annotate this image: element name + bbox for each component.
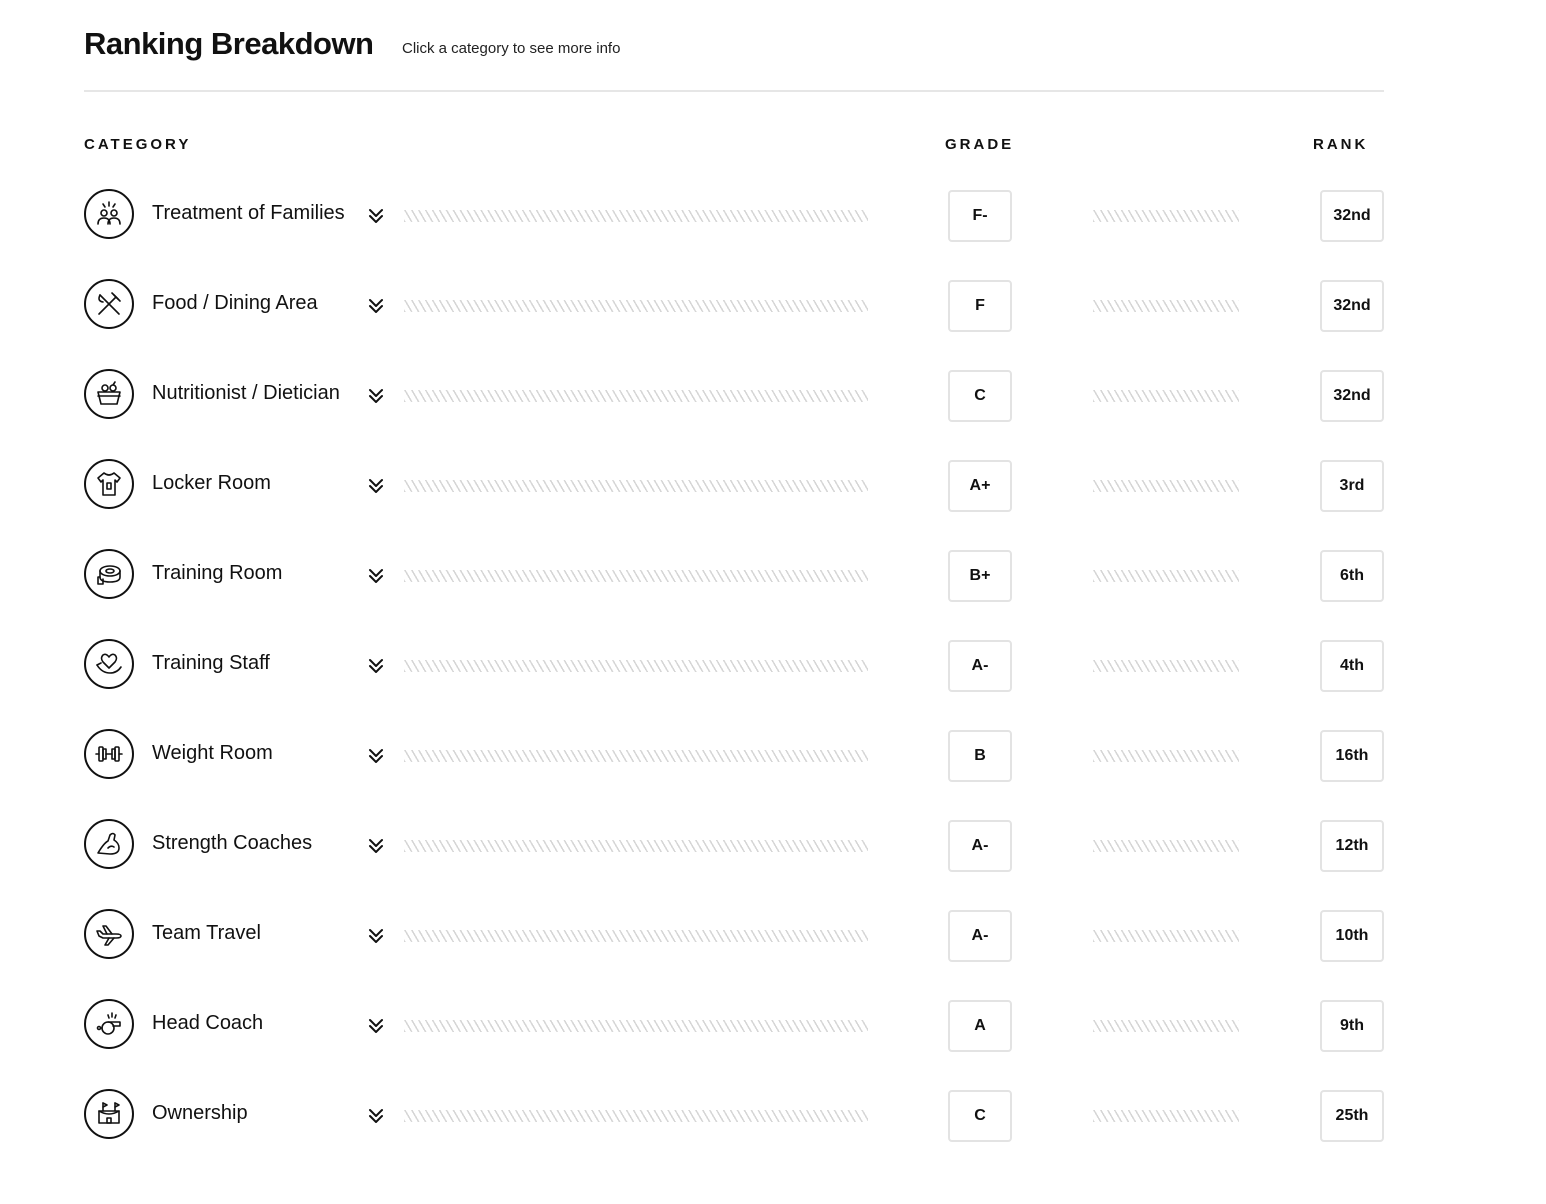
grade-bar-placeholder [404, 660, 868, 672]
grade-badge: A+ [948, 460, 1012, 512]
column-header-rank: RANK [1313, 136, 1369, 153]
rank-badge: 16th [1320, 730, 1384, 782]
chevron-down-icon[interactable] [366, 746, 386, 766]
rank-badge: 25th [1320, 1090, 1384, 1142]
chevron-down-icon[interactable] [366, 836, 386, 856]
food-basket-icon [84, 369, 134, 419]
rank-bar-placeholder [1093, 840, 1239, 852]
category-row-locker-room[interactable] [84, 459, 1384, 513]
chevron-down-icon[interactable] [366, 296, 386, 316]
grade-badge: A- [948, 820, 1012, 872]
grade-badge: B [948, 730, 1012, 782]
grade-badge: C [948, 1090, 1012, 1142]
category-row-head-coach[interactable] [84, 999, 1384, 1053]
chevron-down-icon[interactable] [366, 926, 386, 946]
rank-badge: 9th [1320, 1000, 1384, 1052]
grade-badge: F- [948, 190, 1012, 242]
rank-bar-placeholder [1093, 210, 1239, 222]
grade-bar-placeholder [404, 840, 868, 852]
category-row-ownership[interactable] [84, 1089, 1384, 1143]
grade-bar-placeholder [404, 210, 868, 222]
category-label: Ownership [152, 1102, 248, 1124]
rank-badge: 3rd [1320, 460, 1384, 512]
grade-bar-placeholder [404, 750, 868, 762]
fork-knife-icon [84, 279, 134, 329]
chevron-down-icon[interactable] [366, 656, 386, 676]
category-label: Food / Dining Area [152, 292, 318, 314]
chevron-down-icon[interactable] [366, 566, 386, 586]
grade-badge: A- [948, 910, 1012, 962]
rank-bar-placeholder [1093, 570, 1239, 582]
grade-bar-placeholder [404, 1110, 868, 1122]
column-header-category: CATEGORY [84, 136, 192, 153]
category-row-training-room[interactable] [84, 549, 1384, 603]
category-row-weight-room[interactable] [84, 729, 1384, 783]
family-icon [84, 189, 134, 239]
rank-bar-placeholder [1093, 660, 1239, 672]
category-label: Head Coach [152, 1012, 264, 1034]
chevron-down-icon[interactable] [366, 1016, 386, 1036]
rank-bar-placeholder [1093, 480, 1239, 492]
category-row-nutritionist-dietician[interactable] [84, 369, 1384, 423]
grade-badge: C [948, 370, 1012, 422]
rank-badge: 10th [1320, 910, 1384, 962]
category-label: Team Travel [152, 922, 261, 944]
rank-badge: 32nd [1320, 190, 1384, 242]
heart-hand-icon [84, 639, 134, 689]
chevron-down-icon[interactable] [366, 1106, 386, 1126]
grade-bar-placeholder [404, 390, 868, 402]
column-header-grade: GRADE [945, 136, 1015, 153]
grade-badge: A [948, 1000, 1012, 1052]
header [84, 22, 1384, 92]
rank-bar-placeholder [1093, 750, 1239, 762]
rank-badge: 12th [1320, 820, 1384, 872]
whistle-icon [84, 999, 134, 1049]
grade-bar-placeholder [404, 300, 868, 312]
flexed-arm-icon [84, 819, 134, 869]
rank-badge: 6th [1320, 550, 1384, 602]
grade-bar-placeholder [404, 1020, 868, 1032]
category-label: Nutritionist / Dietician [152, 382, 340, 404]
category-row-strength-coaches[interactable] [84, 819, 1384, 873]
category-row-training-staff[interactable] [84, 639, 1384, 693]
rank-badge: 32nd [1320, 280, 1384, 332]
airplane-icon [84, 909, 134, 959]
rank-bar-placeholder [1093, 300, 1239, 312]
chevron-down-icon[interactable] [366, 476, 386, 496]
category-label: Strength Coaches [152, 832, 313, 854]
rank-bar-placeholder [1093, 390, 1239, 402]
chevron-down-icon[interactable] [366, 206, 386, 226]
jersey-icon [84, 459, 134, 509]
dumbbell-icon [84, 729, 134, 779]
category-row-team-travel[interactable] [84, 909, 1384, 963]
rank-badge: 32nd [1320, 370, 1384, 422]
category-label: Locker Room [152, 472, 271, 494]
grade-bar-placeholder [404, 570, 868, 582]
tape-roll-icon [84, 549, 134, 599]
category-label: Treatment of Families [152, 202, 345, 224]
category-row-treatment-of-families[interactable] [84, 189, 1384, 243]
rank-bar-placeholder [1093, 1110, 1239, 1122]
category-label: Training Staff [152, 652, 270, 674]
grade-badge: B+ [948, 550, 1012, 602]
chevron-down-icon[interactable] [366, 386, 386, 406]
castle-icon [84, 1089, 134, 1139]
category-label: Weight Room [152, 742, 273, 764]
grade-bar-placeholder [404, 480, 868, 492]
category-row-food-dining-area[interactable] [84, 279, 1384, 333]
rank-bar-placeholder [1093, 930, 1239, 942]
page-subtitle: Click a category to see more info [402, 40, 621, 57]
grade-bar-placeholder [404, 930, 868, 942]
grade-badge: A- [948, 640, 1012, 692]
grade-badge: F [948, 280, 1012, 332]
category-label: Training Room [152, 562, 283, 584]
rank-bar-placeholder [1093, 1020, 1239, 1032]
page-title: Ranking Breakdown [84, 26, 374, 61]
rank-badge: 4th [1320, 640, 1384, 692]
